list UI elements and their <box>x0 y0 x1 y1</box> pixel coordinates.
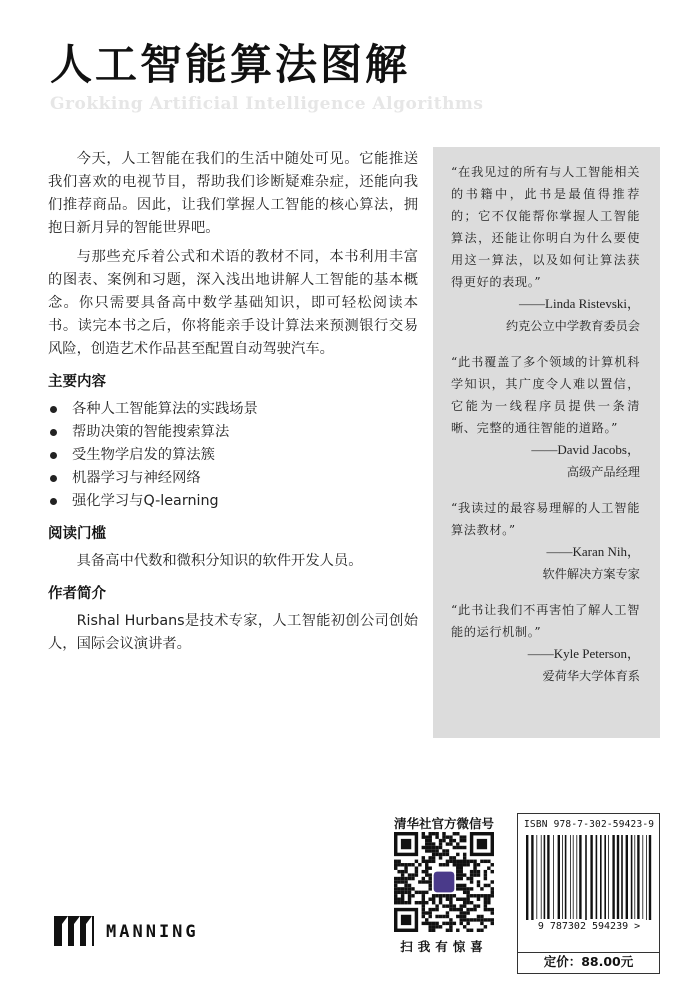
testimonial-affiliation: 约克公立中学教育委员会 <box>505 319 640 333</box>
qr-code-icon <box>394 832 494 932</box>
book-subtitle-english: Grokking Artificial Intelligence Algorithms <box>50 94 484 114</box>
author-heading: 作者简介 <box>48 586 106 602</box>
testimonial-text: “此书覆盖了多个领域的计算机科学知识，其广度令人难以置信，它能为一线程序员提供一条清晰、完整的通往智能的道路。” <box>451 355 640 435</box>
intro-paragraph-2: 与那些充斥着公式和术语的教材不同，本书利用丰富的图表、案例和习题，深入浅出地讲解人工智能的基本概念。你只需要具备高中数学基础知识，即可轻松阅读本书。读完本书之后，你将能亲手设计算法来预测银行交易风险，创造艺术作品甚至配置自动驾驶汽车。 <box>48 249 418 357</box>
testimonial-text: “此书让我们不再害怕了解人工智能的运行机制。” <box>451 603 640 639</box>
testimonial-affiliation: 高级产品经理 <box>566 465 640 479</box>
wechat-label: 清华社官方微信号 <box>393 816 494 831</box>
isbn-text: ISBN 978-7-302-59423-9 <box>524 819 655 830</box>
testimonial-author: ——Linda Ristevski， <box>519 296 640 311</box>
testimonial <box>451 161 640 337</box>
threshold-text: 具备高中代数和微积分知识的软件开发人员。 <box>76 553 363 569</box>
author-text: Rishal Hurbans是技术专家，人工智能初创公司创始人，国际会议演讲者。 <box>48 613 418 652</box>
manning-logo-icon <box>54 912 94 946</box>
list-item: 强化学习与Q-learning <box>48 490 418 513</box>
qr-caption: 扫我有惊喜 <box>400 939 488 954</box>
bullet-icon <box>50 429 57 436</box>
testimonial <box>451 351 640 483</box>
barcode-icon <box>522 835 656 925</box>
list-item: 受生物学启发的算法簇 <box>48 444 418 467</box>
bullet-icon <box>50 452 57 459</box>
testimonials-panel <box>433 147 660 738</box>
testimonial-text: “我读过的最容易理解的人工智能算法教材。” <box>451 501 640 537</box>
list-item: 机器学习与神经网络 <box>48 467 418 490</box>
price-label: 定价：88.00元 <box>517 952 660 974</box>
intro-paragraph-1: 今天，人工智能在我们的生活中随处可见。它能推送我们喜欢的电视节目，帮助我们诊断疑难杂症，还能向我们推荐商品。因此，让我们掌握人工智能的核心算法，拥抱日新月异的智能世界吧。 <box>48 151 418 236</box>
list-item: 帮助决策的智能搜索算法 <box>48 421 418 444</box>
contents-list <box>48 398 418 513</box>
description-column <box>48 148 418 656</box>
testimonial-author: ——Kyle Peterson， <box>527 646 640 661</box>
book-title: 人工智能算法图解 <box>50 40 411 89</box>
bullet-icon <box>50 498 57 505</box>
testimonial <box>451 599 640 687</box>
publisher-name: MANNING <box>106 922 199 942</box>
testimonial-text: “在我见过的所有与人工智能相关的书籍中，此书是最值得推荐的；它不仅能帮你掌握人工智能算法，还能让你明白为什么要使用这一算法，以及如何让算法获得更好的表现。” <box>451 165 640 289</box>
testimonial-affiliation: 爱荷华大学体育系 <box>542 669 640 683</box>
testimonial-author: ——David Jacobs， <box>531 442 640 457</box>
threshold-heading: 阅读门槛 <box>48 526 106 542</box>
contents-heading: 主要内容 <box>48 374 106 390</box>
list-item: 各种人工智能算法的实践场景 <box>48 398 418 421</box>
isbn-barcode-box <box>517 813 660 953</box>
bullet-icon <box>50 406 57 413</box>
bullet-icon <box>50 475 57 482</box>
testimonial-affiliation: 软件解决方案专家 <box>542 567 640 581</box>
barcode-digits: 9 787302 594239 > <box>522 920 656 933</box>
testimonial <box>451 497 640 585</box>
testimonial-author: ——Karan Nih， <box>546 544 640 559</box>
